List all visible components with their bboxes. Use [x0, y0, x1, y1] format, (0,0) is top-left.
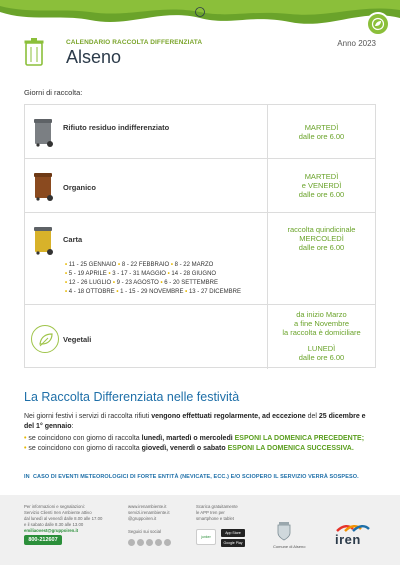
- waste-type-label: Organico: [63, 183, 96, 192]
- calendar-year: Anno 2023: [337, 39, 376, 48]
- grey-bin-icon: [33, 117, 55, 147]
- yellow-bin-icon: [33, 225, 55, 255]
- top-wave-banner: [0, 0, 400, 32]
- waste-type-label: Rifiuto residuo indifferenziato: [63, 123, 170, 132]
- toll-free-number[interactable]: 800-212607: [24, 535, 62, 545]
- brown-bin-icon: [33, 171, 55, 201]
- calendar-kicker: CALENDARIO RACCOLTA DIFFERENZIATA: [66, 39, 203, 46]
- table-row-green-waste: [25, 305, 375, 369]
- email-domain-link[interactable]: @gruppoiren.it: [128, 516, 157, 521]
- collection-table: [24, 104, 376, 368]
- green-waste-icon: [31, 325, 59, 353]
- waste-bin-logo-icon: [24, 38, 44, 66]
- social-label: Seguici sui social: [128, 529, 161, 534]
- google-play-badge[interactable]: Google Play: [221, 539, 245, 547]
- schedule-organic: MARTEDÌ e VENERDÌ dalle ore 6.00: [298, 172, 345, 199]
- waste-type-label: Vegetali: [63, 335, 92, 344]
- town-title: Alseno: [66, 47, 122, 67]
- paper-collection-dates: • 11 - 25 GENNAIO • 8 - 22 FEBBRAIO • 8 - 22 MARZO • 5 - 19 APRILE • 3 - 17 - 31 MAGGIO • 14 - 28 GIUGNO • 12 - 26 LUGLIO • 9 - 23 AGOSTO • 6 - 20 SETTEMBRE • 4 - 18 OTTOBRE • 1 - 15 - 29 NOVEMBRE • 13 - 27 DICEMBRE: [65, 262, 241, 295]
- iren-logo: iren: [335, 532, 361, 547]
- schedule-residual: MARTEDÌ dalle ore 6.00: [298, 123, 345, 141]
- table-row-paper: [25, 213, 375, 305]
- linkedin-icon[interactable]: [164, 539, 171, 546]
- calendar-header: [24, 36, 376, 76]
- instagram-icon[interactable]: [146, 539, 153, 546]
- twitter-icon[interactable]: [137, 539, 144, 546]
- waste-type-label: Carta: [63, 235, 83, 244]
- youtube-icon[interactable]: [155, 539, 162, 546]
- holidays-text: Nei giorni festivi i servizi di raccolta rifiuti vengono effettuati regolarmente, ad eccezione del 25 dicembre e del 1° gennaio: • se coincidono con giorno di raccolta lunedì, martedì o mercoledì ESPONI LA DOMENICA PRECEDENTE; • se coincidono con giorno di raccolta giovedì, venerdì o sabato ESPONI LA DOMENICA SUCCESSIVA.: [24, 413, 366, 452]
- schedule-paper: raccolta quindicinale MERCOLEDÌ dalle ore 6.00: [287, 225, 356, 252]
- footer: [0, 495, 400, 565]
- junker-app-icon[interactable]: junker: [196, 529, 216, 545]
- collection-days-heading: Giorni di raccolta:: [24, 88, 83, 97]
- holidays-title: La Raccolta Differenziata nelle festività: [24, 390, 240, 404]
- facebook-icon[interactable]: [128, 539, 135, 546]
- contact-email-link[interactable]: emiliaovest@gruppoiren.it: [24, 528, 79, 533]
- weather-strike-notice: IN CASO DI EVENTI METEOROLOGICI DI FORTE ENTITÀ (NEVICATE, ECC.) E/O SCIOPERO IL SERVIZIO VERRÀ SOSPESO.: [24, 474, 359, 480]
- comune-coat-of-arms-icon: [276, 521, 292, 541]
- comune-label: Comune di Alseno: [273, 544, 306, 549]
- app-info: Scarica gratuitamente le APP Iren per smartphone e tablet: [196, 504, 238, 521]
- web-links: [128, 504, 170, 522]
- contact-info: Per informazioni e segnalazioni: Servizio Clienti Iren Ambiente attivo dal lunedì al venerdì dalle 8.00 alle 17.00 e il sabato dalle 8.30 alle 13.00 emiliaovest@gruppoiren.it: [24, 504, 103, 533]
- app-store-badge[interactable]: App Store: [221, 529, 245, 537]
- services-link[interactable]: servizi.irenambiente.it: [128, 510, 170, 515]
- leaf-badge-icon: [366, 12, 390, 36]
- table-row-organic: [25, 159, 375, 213]
- website-link[interactable]: www.irenambiente.it: [128, 504, 167, 509]
- schedule-green-waste: da inizio Marzo a fine Novembre la raccolta è domiciliare LUNEDÌ dalle ore 6.00: [282, 310, 361, 362]
- table-row-residual: [25, 105, 375, 159]
